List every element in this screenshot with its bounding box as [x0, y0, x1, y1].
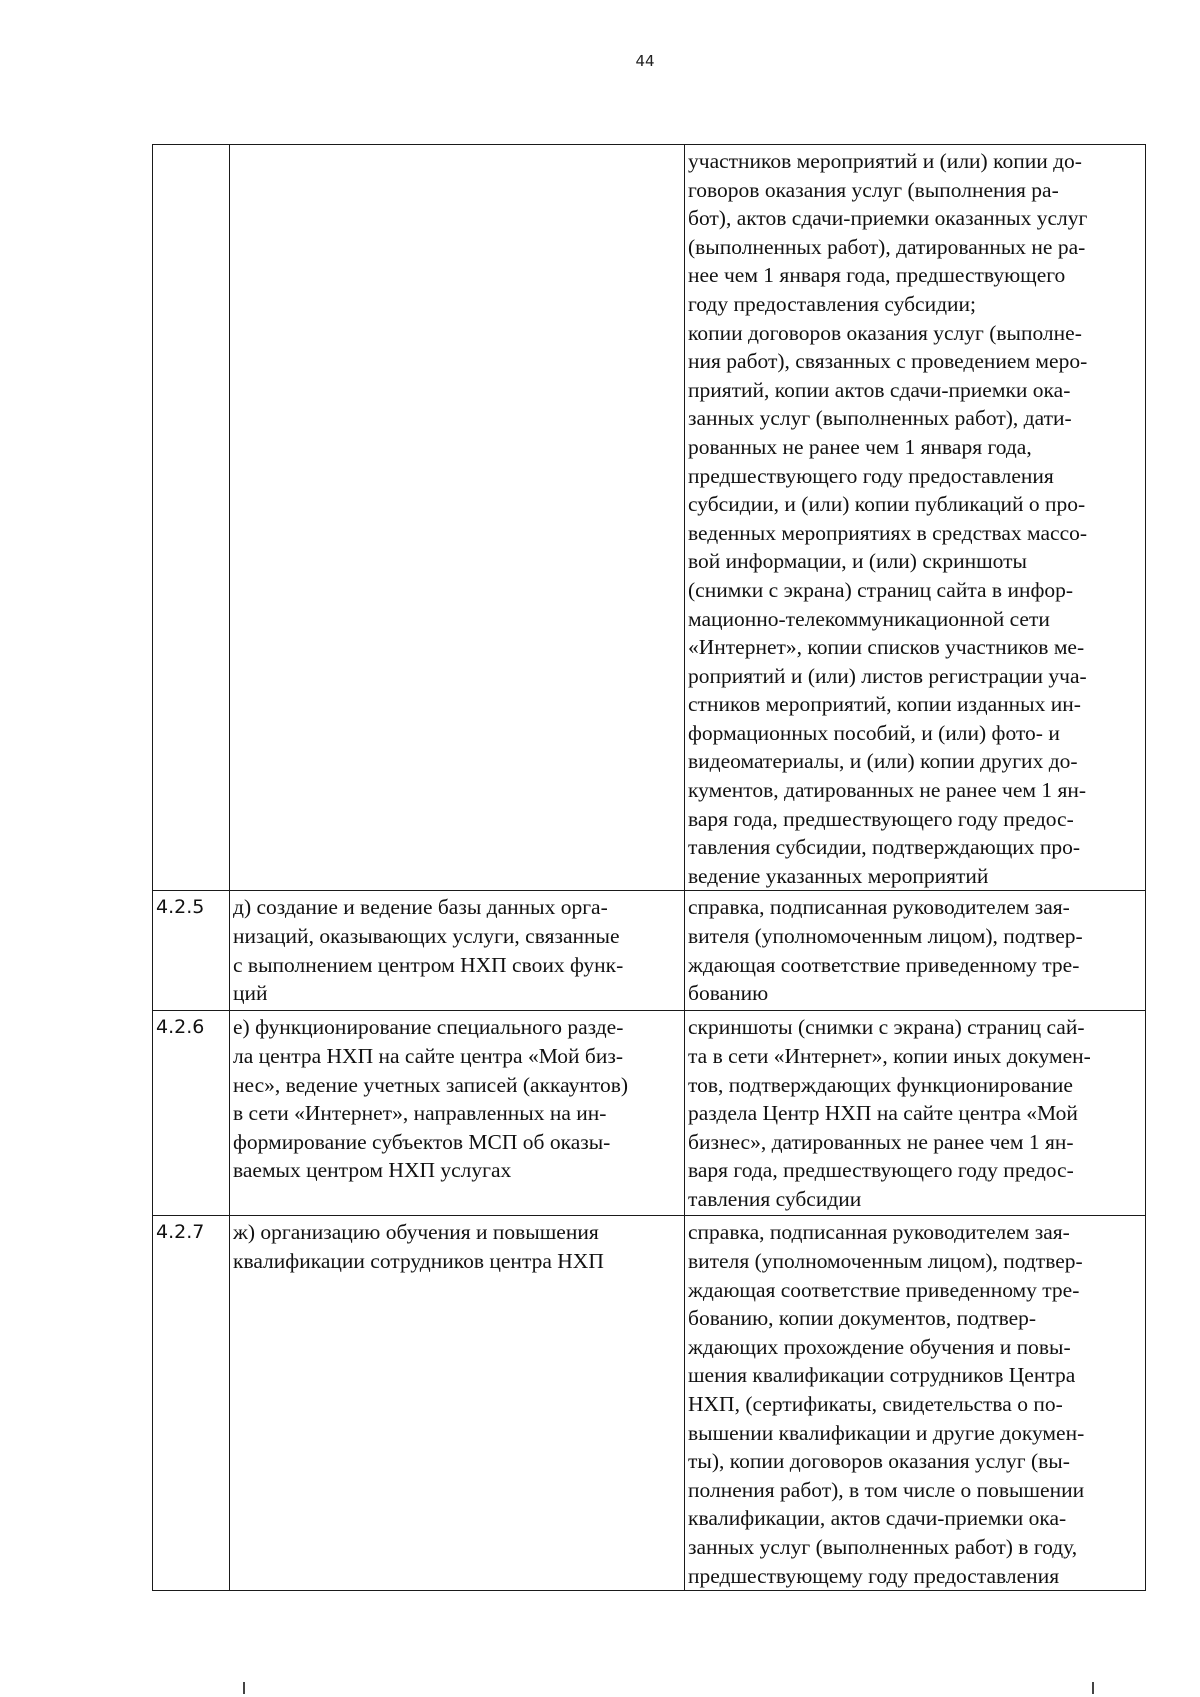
documents-text-line: вой информации, и (или) скриншоты — [688, 549, 1027, 574]
documents-text-line: формационных пособий, и (или) фото- и — [688, 720, 1060, 745]
scan-mark-left — [243, 1682, 245, 1694]
documents-text-line: квалификации, актов сдачи-приемки ока- — [688, 1506, 1067, 1531]
documents-text-line: году предоставления субсидии; — [688, 291, 977, 316]
documents-text-line: варя года, предшествующего году предос- — [688, 1158, 1074, 1183]
activity-text-line: ж) организацию обучения и повышения — [233, 1220, 599, 1245]
documents-cell — [685, 1216, 1146, 1591]
documents-cell — [685, 145, 1146, 891]
activity-text-line: с выполнением центром НХП своих функ- — [233, 952, 624, 977]
documents-text-line: рованных не ранее чем 1 января года, — [688, 434, 1032, 459]
documents-cell — [685, 1011, 1146, 1216]
page-number: 44 — [635, 52, 655, 70]
documents-text-line: видеоматериалы, и (или) копии других до- — [688, 749, 1078, 774]
documents-text-line: говоров оказания услуг (выполнения ра- — [688, 177, 1059, 202]
documents-text-line: занных услуг (выполненных работ) в году, — [688, 1534, 1078, 1559]
documents-text-line: справка, подписанная руководителем зая- — [688, 1220, 1070, 1245]
documents-text-line: предшествующего году предоставления — [688, 463, 1054, 488]
documents-text-line: копии договоров оказания услуг (выполне- — [688, 320, 1082, 345]
documents-text-line: роприятий и (или) листов регистрации уча- — [688, 663, 1087, 688]
documents-cell — [685, 891, 1146, 1011]
documents-text-line: вышении квалификации и другие докумен- — [688, 1420, 1085, 1445]
row-number-cell: 4.2.7 — [153, 1216, 230, 1591]
documents-text-line: тавления субсидии — [688, 1187, 862, 1211]
documents-text-line: бот), актов сдачи-приемки оказанных услуг — [688, 206, 1088, 231]
documents-text-line: ждающая соответствие приведенному тре- — [688, 1277, 1080, 1302]
documents-text-line: предшествующему году предоставления — [688, 1563, 1060, 1588]
documents-text-line: мационно-телекоммуникационной сети — [688, 606, 1050, 631]
documents-text-line: НХП, (сертификаты, свидетельства о по- — [688, 1392, 1063, 1416]
row-number-cell: 4.2.6 — [153, 1011, 230, 1216]
activity-cell — [230, 891, 685, 1011]
documents-text-line: участников мероприятий и (или) копии до- — [688, 149, 1082, 173]
documents-text-line: приятий, копии актов сдачи-приемки ока- — [688, 377, 1071, 402]
documents-text-line: бованию — [688, 981, 769, 1006]
documents-text-line: занных услуг (выполненных работ), дати- — [688, 406, 1072, 431]
documents-text-line: «Интернет», копии списков участников ме- — [688, 635, 1085, 660]
row-number-cell: 4.2.5 — [153, 891, 230, 1011]
documents-text-line: ты), копии договоров оказания услуг (вы- — [688, 1449, 1070, 1474]
documents-text-line: ния работ), связанных с проведением меро- — [688, 349, 1088, 374]
activity-text-line: нес», ведение учетных записей (аккаунтов) — [233, 1072, 629, 1097]
documents-text-line: ждающая соответствие приведенному тре- — [688, 952, 1080, 977]
activity-cell — [230, 1011, 685, 1216]
documents-text-line: шения квалификации сотрудников Центра — [688, 1363, 1076, 1388]
documents-text-line: нее чем 1 января года, предшествующего — [688, 263, 1066, 288]
documents-text-line: бизнес», датированных не ранее чем 1 ян- — [688, 1129, 1074, 1154]
activity-text-line: ций — [233, 981, 268, 1006]
activity-text-line: квалификации сотрудников центра НХП — [233, 1249, 604, 1274]
documents-text-line: субсидии, и (или) копии публикаций о про- — [688, 492, 1086, 517]
scan-mark-right — [1092, 1682, 1094, 1694]
activity-text-line: е) функционирование специального разде- — [233, 1015, 624, 1040]
documents-text-line: варя года, предшествующего году предос- — [688, 806, 1074, 831]
requirements-table — [152, 144, 1146, 1591]
documents-text-line: тавления субсидии, подтверждающих про- — [688, 835, 1081, 860]
documents-text-line: (снимки с экрана) страниц сайта в инфор- — [688, 577, 1074, 602]
activity-text-line: д) создание и ведение базы данных орга- — [233, 895, 608, 920]
documents-text-line: стников мероприятий, копии изданных ин- — [688, 692, 1081, 717]
documents-text-line: полнения работ), в том числе о повышении — [688, 1477, 1085, 1502]
row-number-cell — [153, 145, 230, 891]
table-body — [153, 145, 1146, 1591]
table-row — [153, 145, 1146, 891]
documents-text-line: веденных мероприятиях в средствах массо- — [688, 520, 1088, 545]
documents-text-line: ведение указанных мероприятий — [688, 863, 989, 888]
activity-text-line: ла центра НХП на сайте центра «Мой биз- — [233, 1044, 624, 1069]
documents-text-line: раздела Центр НХП на сайте центра «Мой — [688, 1101, 1078, 1126]
table-row — [153, 891, 1146, 1011]
documents-text-line: вителя (уполномоченным лицом), подтвер- — [688, 924, 1083, 949]
activity-text-line: в сети «Интернет», направленных на ин- — [233, 1101, 607, 1126]
activity-text-line: низаций, оказывающих услуги, связанные — [233, 924, 620, 949]
documents-text-line: та в сети «Интернет», копии иных докумен- — [688, 1044, 1091, 1069]
activity-text-line: формирование субъектов МСП об оказы- — [233, 1129, 611, 1154]
activity-cell — [230, 145, 685, 891]
documents-text-line: тов, подтверждающих функционирование — [688, 1072, 1073, 1097]
table-row — [153, 1011, 1146, 1216]
activity-cell — [230, 1216, 685, 1591]
table-row — [153, 1216, 1146, 1591]
documents-text-line: ждающих прохождение обучения и повы- — [688, 1334, 1071, 1359]
documents-text-line: справка, подписанная руководителем зая- — [688, 895, 1070, 920]
activity-text-line: ваемых центром НХП услугах — [233, 1158, 512, 1183]
documents-text-line: кументов, датированных не ранее чем 1 ян- — [688, 778, 1087, 803]
documents-text-line: скриншоты (снимки с экрана) страниц сай- — [688, 1015, 1085, 1040]
documents-text-line: вителя (уполномоченным лицом), подтвер- — [688, 1249, 1083, 1274]
documents-text-line: (выполненных работ), датированных не ра- — [688, 234, 1086, 259]
documents-text-line: бованию, копии документов, подтвер- — [688, 1306, 1037, 1331]
